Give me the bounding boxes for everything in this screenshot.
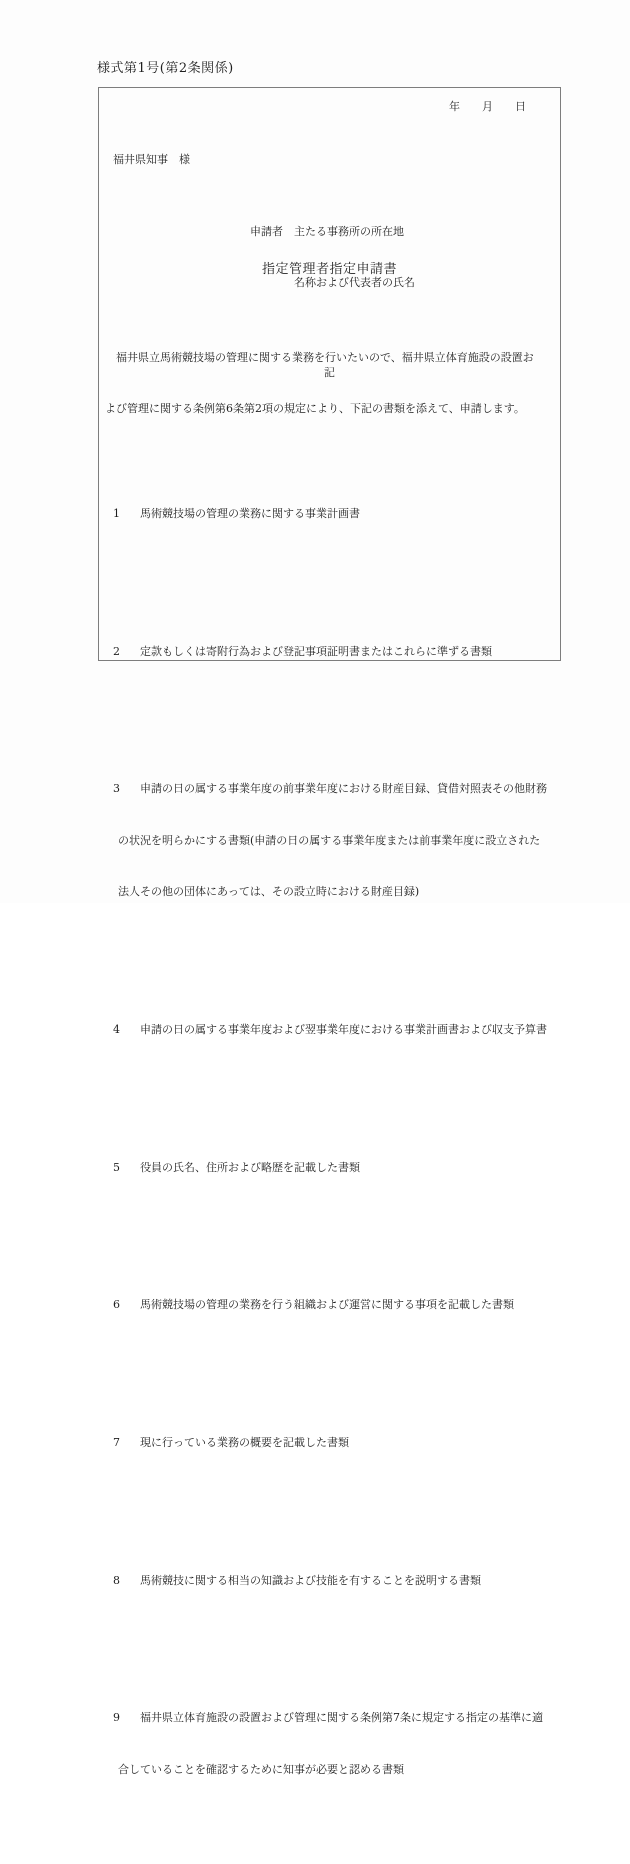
applicant-block <box>250 189 415 325</box>
list-item-text: 法人その他の団体にあっては、その設立時における財産目録) <box>118 885 420 899</box>
form-number-label: 様式第1号(第2条関係) <box>97 61 234 76</box>
list-item <box>113 746 553 935</box>
list-item <box>113 987 553 1073</box>
list-item-number: 5 <box>113 1160 120 1174</box>
list-item-number: 8 <box>113 1573 120 1587</box>
application-form-box <box>98 87 561 1776</box>
list-item <box>113 1537 553 1623</box>
list-item-text: 定款もしくは寄附行為および登記事項証明書またはこれらに準ずる書類 <box>140 644 492 658</box>
list-item-text: 申請の日の属する事業年度の前事業年度における財産目録、貸借対照表その他財務 <box>140 782 547 796</box>
body-line: 福井県立馬術競技場の管理に関する業務を行いたいので、福井県立体育施設の設置お <box>105 351 534 364</box>
applicant-address-line: 申請者 主たる事務所の所在地 <box>250 225 404 238</box>
list-item-number: 1 <box>113 507 120 521</box>
list-item-number: 4 <box>113 1023 120 1037</box>
list-item-number: 6 <box>113 1298 120 1312</box>
list-item <box>113 1400 553 1486</box>
list-item-text: 馬術競技場の管理の業務に関する事業計画書 <box>140 507 360 521</box>
list-item-text: の状況を明らかにする書類(申請の日の属する事業年度または前事業年度に設立された <box>118 833 541 847</box>
list-item <box>113 608 553 694</box>
list-item <box>113 471 553 557</box>
addressee-line: 福井県知事 様 <box>113 153 190 166</box>
list-item-text: 馬術競技場の管理の業務を行う組織および運営に関する事項を記載した書類 <box>140 1298 514 1312</box>
document-title: 指定管理者指定申請書 <box>261 262 397 277</box>
list-item <box>113 1262 553 1348</box>
list-item-number: 7 <box>113 1435 120 1449</box>
list-item-text: 役員の氏名、住所および略歴を記載した書類 <box>140 1160 360 1174</box>
list-item-number: 9 <box>113 1711 120 1725</box>
list-item-text: 現に行っている業務の概要を記載した書類 <box>140 1435 349 1449</box>
list-item-text: 福井県立体育施設の設置および管理に関する条例第7条に規定する指定の基準に適 <box>140 1711 543 1725</box>
date-line: 年 月 日 <box>449 100 526 113</box>
body-line: よび管理に関する条例第6条第2項の規定により、下記の書類を添えて、申請します。 <box>105 402 525 415</box>
list-item-text: 馬術競技に関する相当の知識および技能を有することを説明する書類 <box>140 1573 481 1587</box>
applicant-name-line: 名称および代表者の氏名 <box>294 276 415 289</box>
attachment-list <box>113 419 553 1864</box>
list-item-text: 申請の日の属する事業年度および翌事業年度における事業計画書および収支予算書 <box>140 1023 547 1037</box>
list-item-number: 3 <box>113 782 120 796</box>
list-item-number: 2 <box>113 644 120 658</box>
list-item <box>113 1675 553 1813</box>
list-item-text: 合していることを確認するために知事が必要と認める書類 <box>118 1762 404 1776</box>
record-marker: 記 <box>324 366 335 379</box>
list-item <box>113 1124 553 1210</box>
